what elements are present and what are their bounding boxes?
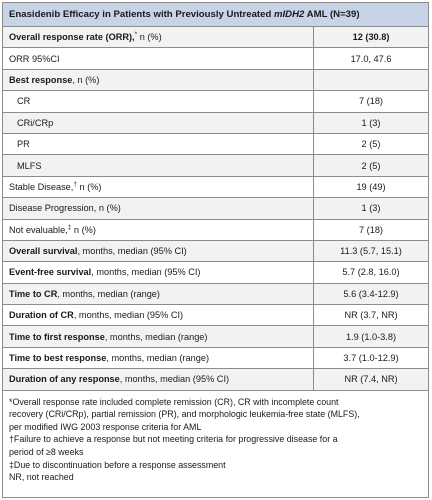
row-label-bold: Time to first response bbox=[9, 331, 105, 342]
row-value: 17.0, 47.6 bbox=[314, 48, 429, 69]
table-row bbox=[3, 283, 428, 304]
table-row bbox=[3, 155, 428, 176]
row-label bbox=[3, 27, 314, 48]
row-value: 19 (49) bbox=[314, 176, 429, 197]
table-row bbox=[3, 176, 428, 197]
footnote bbox=[9, 433, 422, 458]
title-text: Enasidenib Efficacy in Patients with Previously Untreated bbox=[9, 9, 274, 20]
table-row bbox=[3, 347, 428, 368]
table-row bbox=[3, 198, 428, 219]
row-label-text: Disease Progression, n (%) bbox=[9, 203, 121, 214]
row-label bbox=[3, 305, 314, 326]
row-label bbox=[3, 219, 314, 240]
row-value: 2 (5) bbox=[314, 133, 429, 154]
table-row bbox=[3, 305, 428, 326]
row-label bbox=[3, 48, 314, 69]
row-label-text: PR bbox=[17, 139, 30, 150]
row-label bbox=[3, 91, 314, 112]
row-label bbox=[3, 198, 314, 219]
row-label-bold: Duration of any response bbox=[9, 374, 120, 385]
row-label-text: Not evaluable, bbox=[9, 224, 68, 235]
row-label bbox=[3, 240, 314, 261]
title-suffix: AML (N=39) bbox=[304, 9, 360, 20]
table-row bbox=[3, 91, 428, 112]
row-value: 5.6 (3.4-12.9) bbox=[314, 283, 429, 304]
table-row bbox=[3, 69, 428, 90]
footnote-line: NR, not reached bbox=[9, 472, 74, 483]
row-label-text: CR bbox=[17, 96, 31, 107]
row-label-bold: Overall survival bbox=[9, 246, 78, 257]
table-title bbox=[3, 3, 428, 27]
table-row bbox=[3, 262, 428, 283]
row-label bbox=[3, 155, 314, 176]
footnotes bbox=[3, 391, 428, 484]
table-row bbox=[3, 133, 428, 154]
row-label bbox=[3, 112, 314, 133]
row-value: 1 (3) bbox=[314, 198, 429, 219]
row-label-text: CRi/CRp bbox=[17, 117, 54, 128]
row-label-rest: , months, median (95% CI) bbox=[73, 310, 184, 321]
row-value bbox=[314, 69, 429, 90]
footnote-line: ‡Due to discontinuation before a response assessment bbox=[9, 459, 226, 470]
table-row bbox=[3, 27, 428, 48]
row-value: 11.3 (5.7, 15.1) bbox=[314, 240, 429, 261]
row-label-rest: , months, median (95% CI) bbox=[119, 374, 230, 385]
footnote-line: *Overall response rate included complete remission (CR), CR with incomplete count bbox=[9, 396, 339, 407]
row-label bbox=[3, 262, 314, 283]
row-label-rest: , months, median (range) bbox=[106, 353, 210, 364]
table-row bbox=[3, 326, 428, 347]
footnote-line: period of ≥8 weeks bbox=[9, 447, 84, 458]
row-label-rest: , months, median (95% CI) bbox=[91, 267, 201, 278]
efficacy-table bbox=[3, 27, 428, 391]
footnote-marker: ‡ bbox=[67, 223, 72, 231]
footnote-marker: † bbox=[73, 180, 77, 188]
row-label bbox=[3, 69, 314, 90]
row-label-rest: n (%) bbox=[137, 32, 162, 43]
row-value: 3.7 (1.0-12.9) bbox=[314, 347, 429, 368]
row-value: 7 (18) bbox=[314, 219, 429, 240]
row-value: 7 (18) bbox=[314, 91, 429, 112]
row-label-bold: Best response bbox=[9, 74, 73, 85]
row-label-rest: , months, median (95% CI) bbox=[77, 246, 187, 257]
row-label-bold: Duration of CR bbox=[9, 310, 74, 321]
row-value: 2 (5) bbox=[314, 155, 429, 176]
row-value: NR (3.7, NR) bbox=[314, 305, 429, 326]
row-label-bold: Overall response rate (ORR), bbox=[9, 32, 135, 43]
row-label bbox=[3, 326, 314, 347]
row-label bbox=[3, 369, 314, 390]
row-value: 1 (3) bbox=[314, 112, 429, 133]
row-label bbox=[3, 133, 314, 154]
footnote-line: per modified IWG 2003 response criteria for AML bbox=[9, 421, 202, 432]
row-value: 5.7 (2.8, 16.0) bbox=[314, 262, 429, 283]
row-value: 1.9 (1.0-3.8) bbox=[314, 326, 429, 347]
row-label bbox=[3, 176, 314, 197]
table-row bbox=[3, 112, 428, 133]
table-row bbox=[3, 48, 428, 69]
row-value: 12 (30.8) bbox=[314, 27, 429, 48]
table-row bbox=[3, 240, 428, 261]
row-label-text: MLFS bbox=[17, 160, 42, 171]
row-value: NR (7.4, NR) bbox=[314, 369, 429, 390]
efficacy-table-panel bbox=[2, 2, 429, 498]
row-label-rest: n (%) bbox=[71, 224, 96, 235]
row-label bbox=[3, 283, 314, 304]
footnote bbox=[9, 396, 422, 434]
row-label-rest: , months, median (range) bbox=[104, 331, 208, 342]
row-label bbox=[3, 347, 314, 368]
footnote-line: recovery (CRi/CRp), partial remission (PR), and morphologic leukemia-free state (MLFS), bbox=[9, 409, 360, 420]
footnote bbox=[9, 471, 422, 484]
footnote-marker: * bbox=[134, 31, 138, 39]
row-label-rest: , months, median (range) bbox=[57, 288, 160, 299]
table-row bbox=[3, 219, 428, 240]
footnote-line: †Failure to achieve a response but not meeting criteria for progressive disease for a bbox=[9, 434, 338, 445]
row-label-text: ORR 95%CI bbox=[9, 53, 60, 64]
row-label-bold: Event-free survival bbox=[9, 267, 92, 278]
row-label-rest: , n (%) bbox=[72, 74, 100, 85]
row-label-bold: Time to CR bbox=[9, 288, 58, 299]
row-label-rest: n (%) bbox=[76, 181, 102, 192]
row-label-text: Stable Disease, bbox=[9, 181, 74, 192]
footnote bbox=[9, 459, 422, 472]
title-gene: mIDH2 bbox=[273, 9, 305, 20]
row-label-bold: Time to best response bbox=[9, 353, 107, 364]
table-row bbox=[3, 369, 428, 390]
